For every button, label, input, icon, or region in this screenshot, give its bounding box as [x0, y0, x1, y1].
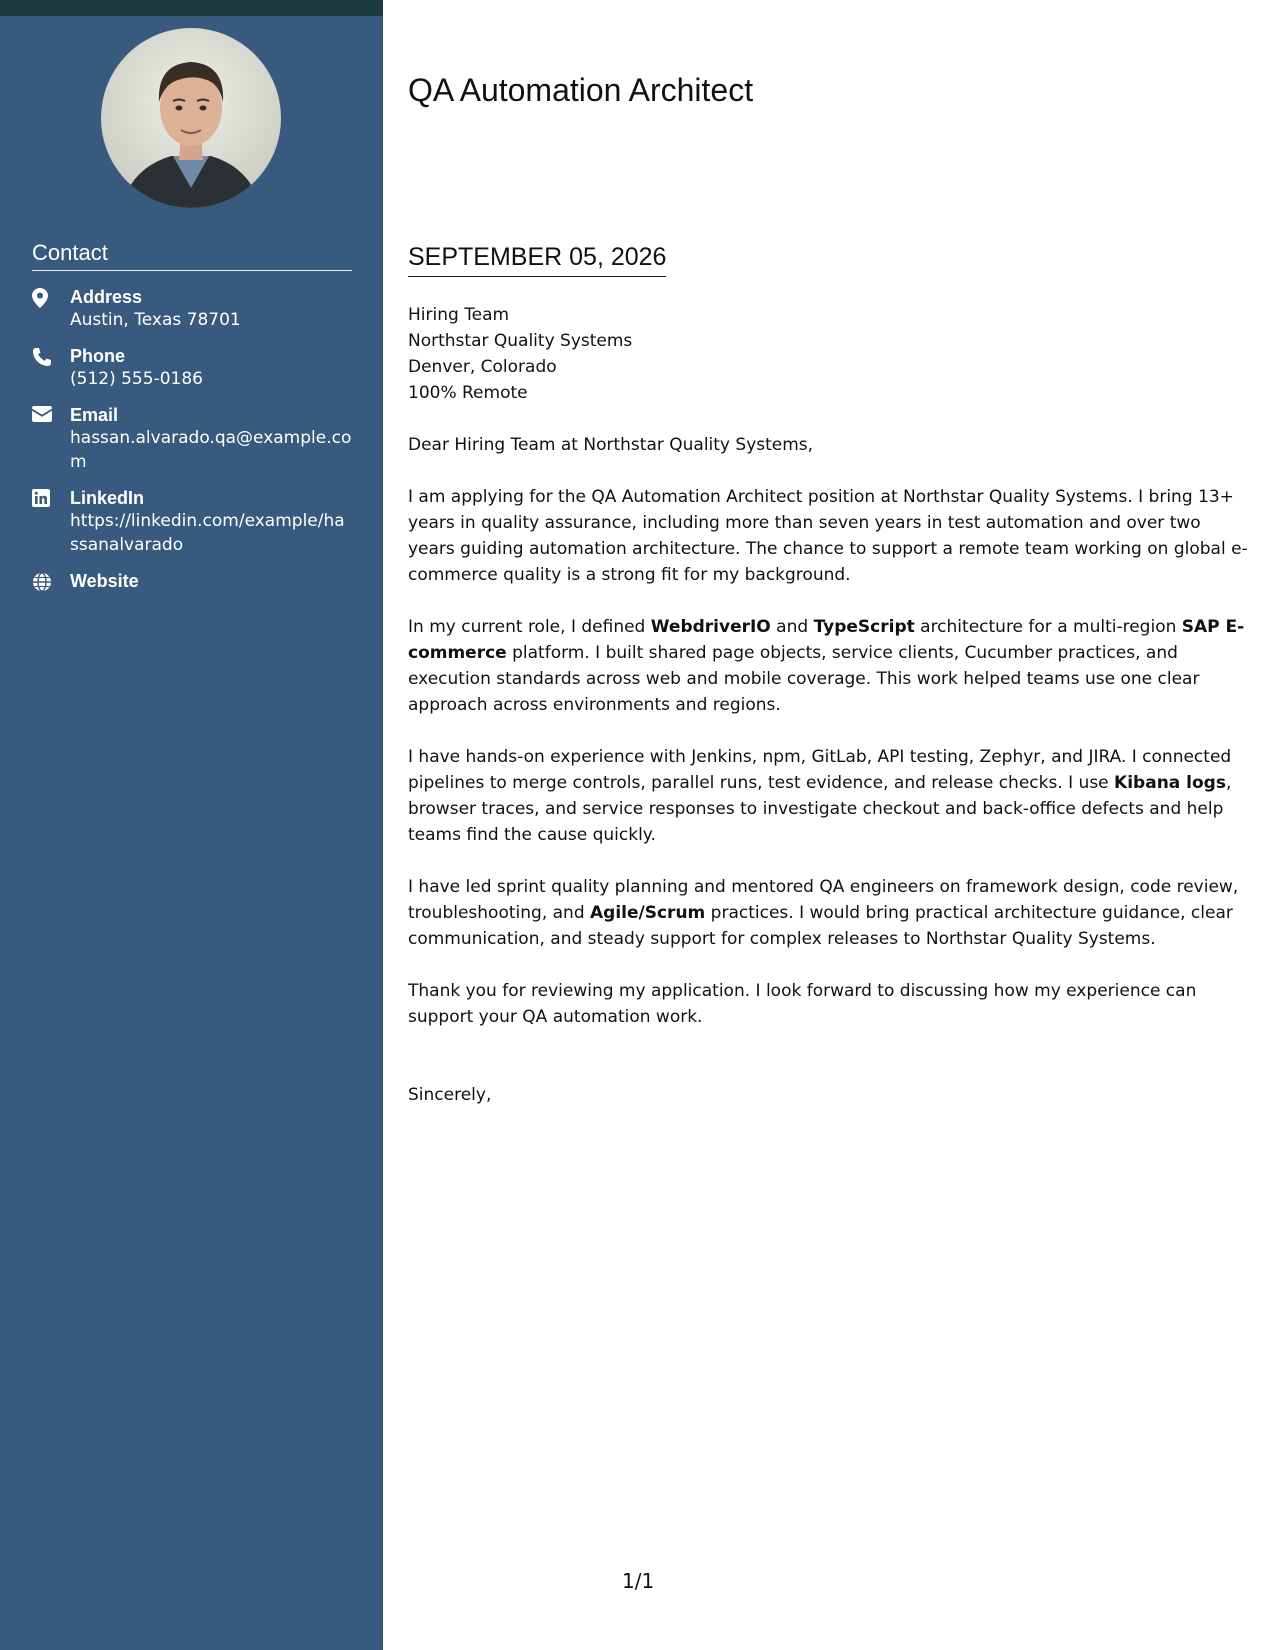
highlight-keyword: Agile/Scrum — [590, 903, 706, 923]
contact-list — [32, 286, 352, 605]
letter-body — [408, 302, 1250, 1108]
contact-section-title: Contact — [32, 240, 352, 271]
contact-label-address: Address — [70, 287, 143, 307]
contact-value-linkedin[interactable]: https://linkedin.com/example/hassanalvarado — [70, 511, 345, 555]
contact-item-linkedin — [32, 487, 352, 557]
highlight-keyword: SAP E-commerce — [408, 617, 1245, 663]
paragraph-leadership — [408, 874, 1250, 952]
paragraph-text: In my current role, I defined — [408, 617, 651, 637]
recipient-line: Hiring Team — [408, 305, 510, 325]
paragraph-current-role — [408, 614, 1250, 718]
paragraph-text: I have led sprint quality planning and mentored QA engineers on framework design, code review, troubleshooting, and — [408, 877, 1239, 923]
paragraph-text: and — [770, 617, 814, 637]
contact-item-address — [32, 286, 352, 332]
sidebar-top-bar — [0, 0, 383, 16]
recipient-line: 100% Remote — [408, 383, 528, 403]
paragraph-text: practices. I would bring practical architecture guidance, clear communication, and steady support for complex releases to Northstar Quality Systems. — [408, 903, 1233, 949]
contact-value-phone: (512) 555-0186 — [70, 369, 203, 389]
contact-label-linkedin: LinkedIn — [70, 488, 145, 508]
phone-icon — [32, 345, 70, 391]
salutation: Dear Hiring Team at Northstar Quality Systems, — [408, 435, 814, 455]
paragraph-tools — [408, 744, 1250, 848]
paragraph-text: , browser traces, and service responses to investigate checkout and back-office defects and help teams find the cause quickly. — [408, 773, 1232, 845]
avatar — [101, 28, 281, 208]
contact-label-email: Email — [70, 405, 119, 425]
globe-icon — [32, 570, 70, 592]
paragraph-text: I have hands-on experience with Jenkins, npm, GitLab, API testing, Zephyr, and JIRA. I connected pipelines to merge controls, parallel runs, test evidence, and release checks. I use — [408, 747, 1232, 793]
letter-date: SEPTEMBER 05, 2026 — [408, 243, 666, 277]
closing: Sincerely, — [408, 1085, 492, 1105]
location-pin-icon — [32, 286, 70, 332]
contact-label-phone: Phone — [70, 346, 126, 366]
page-number: 1/1 — [622, 1569, 655, 1593]
contact-item-website — [32, 570, 352, 592]
recipient-line: Denver, Colorado — [408, 357, 557, 377]
paragraph-thanks: Thank you for reviewing my application. I look forward to discussing how my experience can support your QA automation work. — [408, 981, 1197, 1027]
contact-label-website: Website — [70, 571, 139, 591]
paragraph-intro: I am applying for the QA Automation Architect position at Northstar Quality Systems. I bring 13+ years in quality assurance, including more than seven years in test automation and over two years guiding automation architecture. The chance to support a remote team working on global e-commerce quality is a strong fit for my background. — [408, 487, 1248, 585]
page-title: QA Automation Architect — [408, 72, 754, 108]
highlight-keyword: WebdriverIO — [650, 617, 771, 637]
contact-value-email[interactable]: hassan.alvarado.qa@example.com — [70, 428, 352, 472]
envelope-icon — [32, 404, 70, 474]
highlight-keyword: Kibana logs — [1114, 773, 1226, 793]
sidebar — [0, 0, 383, 1650]
paragraph-text: architecture for a multi-region — [914, 617, 1182, 637]
highlight-keyword: TypeScript — [813, 617, 915, 637]
contact-item-phone — [32, 345, 352, 391]
linkedin-icon — [32, 487, 70, 557]
paragraph-text: platform. I built shared page objects, service clients, Cucumber practices, and execution standards across web and mobile coverage. This work helped teams use one clear approach across environments and regions. — [408, 643, 1200, 715]
recipient-line: Northstar Quality Systems — [408, 331, 633, 351]
recipient-block — [408, 302, 1250, 406]
contact-value-address: Austin, Texas 78701 — [70, 310, 241, 330]
contact-item-email — [32, 404, 352, 474]
